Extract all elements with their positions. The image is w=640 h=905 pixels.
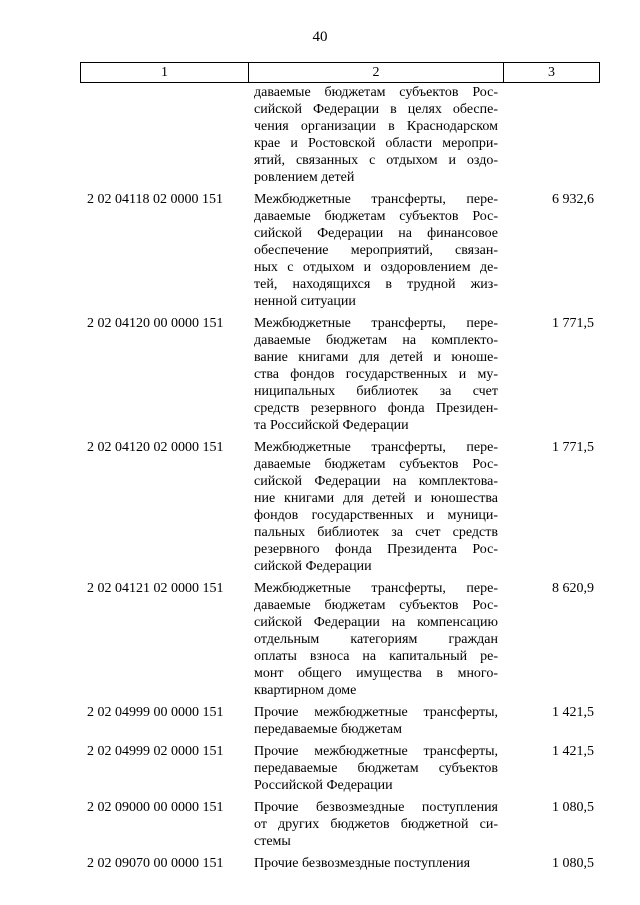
income-name-line: чения организации в Краснодарском — [254, 119, 498, 134]
table-row — [80, 580, 600, 699]
income-name-line: обеспечение мероприятий, связан- — [254, 243, 498, 258]
income-name-line: сийской Федерации на финансовое — [254, 226, 498, 241]
amount: 1 080,5 — [552, 800, 594, 815]
income-name-line: ненной ситуации — [254, 294, 356, 309]
budget-code: 2 02 09070 00 0000 151 — [87, 856, 224, 871]
income-name-line: даваемые бюджетам субъектов Рос- — [254, 457, 498, 472]
table-header — [80, 62, 600, 83]
amount: 1 080,5 — [552, 856, 594, 871]
income-name-line: резервного фонда Президента Рос- — [254, 542, 498, 557]
income-name — [248, 799, 504, 850]
amount: 8 620,9 — [552, 581, 594, 596]
table-row — [80, 315, 600, 434]
income-name-line: монт общего имущества в много- — [254, 666, 498, 681]
budget-code: 2 02 04999 02 0000 151 — [87, 744, 224, 759]
income-name-line: Прочие межбюджетные трансферты, — [254, 705, 498, 720]
income-name-line: фондов государственных и муници- — [254, 508, 498, 523]
income-name — [248, 315, 504, 434]
amount — [504, 84, 600, 186]
income-name — [248, 743, 504, 794]
income-name-line: Российской Федерации — [254, 778, 393, 793]
income-name-line: от других бюджетов бюджетной си- — [254, 817, 498, 832]
table-row — [80, 855, 600, 872]
income-name-line: пальных библиотек за счет средств — [254, 525, 498, 540]
budget-code: 2 02 04118 02 0000 151 — [87, 192, 223, 207]
header-col-3: 3 — [504, 63, 600, 82]
income-name-line: сийской Федерации — [254, 559, 372, 574]
amount: 1 771,5 — [552, 316, 594, 331]
amount: 1 421,5 — [552, 744, 594, 759]
income-name-line: ных с отдыхом и оздоровлением де- — [254, 260, 498, 275]
table-row — [80, 704, 600, 738]
amount: 1 421,5 — [552, 705, 594, 720]
income-name-line: ровлением детей — [254, 170, 355, 185]
budget-code — [80, 84, 248, 186]
income-name — [248, 855, 504, 872]
income-name-line: Межбюджетные трансферты, пере- — [254, 440, 498, 455]
table-row — [80, 84, 600, 186]
income-name-line: ние книгами для детей и юношества — [254, 491, 498, 506]
income-name-line: даваемые бюджетам субъектов Рос- — [254, 598, 498, 613]
amount: 1 771,5 — [552, 440, 594, 455]
amount: 6 932,6 — [552, 192, 594, 207]
income-name-line: передаваемые бюджетам субъектов — [254, 761, 498, 776]
income-name-line: сийской Федерации в целях обеспе- — [254, 102, 498, 117]
income-name-line: средств резервного фонда Президен- — [254, 401, 498, 416]
income-name — [248, 84, 504, 186]
income-name-line: даваемые бюджетам субъектов Рос- — [254, 85, 498, 100]
budget-code: 2 02 04999 00 0000 151 — [87, 705, 224, 720]
header-col-2: 2 — [248, 63, 504, 82]
budget-code: 2 02 09000 00 0000 151 — [87, 800, 224, 815]
table-row — [80, 191, 600, 310]
income-name-line: стемы — [254, 834, 291, 849]
budget-code: 2 02 04120 00 0000 151 — [87, 316, 224, 331]
table-body — [80, 84, 600, 877]
budget-code: 2 02 04120 02 0000 151 — [87, 440, 224, 455]
income-name-line: ятий, связанных с отдыхом и оздо- — [254, 153, 498, 168]
income-name-line: та Российской Федерации — [254, 418, 409, 433]
income-name-line: сийской Федерации на комплектова- — [254, 474, 498, 489]
table-row — [80, 799, 600, 850]
income-name-line: оплаты взноса на капитальный ре- — [254, 649, 498, 664]
income-name-line: ниципальных библиотек за счет — [254, 384, 498, 399]
income-name-line: передаваемые бюджетам — [254, 722, 402, 737]
income-name-line: ства фондов государственных и му- — [254, 367, 498, 382]
income-name-line: даваемые бюджетам на комплекто- — [254, 333, 498, 348]
income-name-line: Межбюджетные трансферты, пере- — [254, 581, 498, 596]
income-name-line: даваемые бюджетам субъектов Рос- — [254, 209, 498, 224]
table-row — [80, 439, 600, 575]
income-name-line: крае и Ростовской области меропри- — [254, 136, 498, 151]
table-row — [80, 743, 600, 794]
page-number: 40 — [312, 29, 328, 45]
income-name-line: тей, находящихся в трудной жиз- — [254, 277, 498, 292]
income-name-line: Прочие безвозмездные поступления — [254, 800, 498, 815]
income-name — [248, 704, 504, 738]
income-name — [248, 191, 504, 310]
income-name-line: вание книгами для детей и юноше- — [254, 350, 498, 365]
income-name — [248, 580, 504, 699]
income-name-line: квартирном доме — [254, 683, 357, 698]
budget-code: 2 02 04121 02 0000 151 — [87, 581, 224, 596]
income-name-line: Прочие безвозмездные поступления — [254, 856, 471, 871]
income-name-line: Межбюджетные трансферты, пере- — [254, 316, 498, 331]
header-col-1: 1 — [80, 63, 248, 82]
income-name — [248, 439, 504, 575]
income-name-line: сийской Федерации на компенсацию — [254, 615, 498, 630]
income-name-line: Прочие межбюджетные трансферты, — [254, 744, 498, 759]
income-name-line: отдельным категориям граждан — [254, 632, 498, 647]
income-name-line: Межбюджетные трансферты, пере- — [254, 192, 498, 207]
